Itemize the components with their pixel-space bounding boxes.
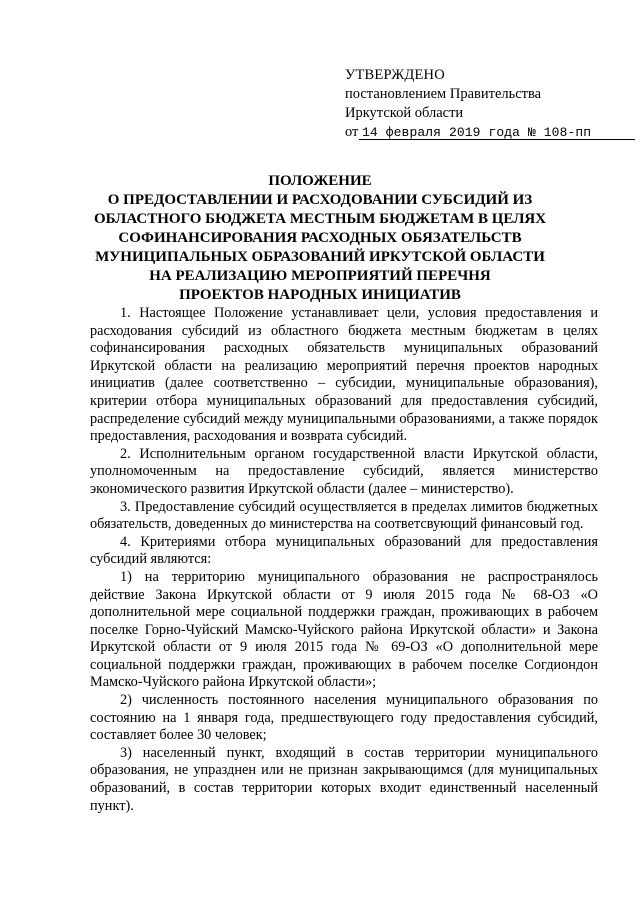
document-title [80, 172, 560, 305]
criterion-1: 1) на территорию муниципального образования не распространялось действие Закона Иркутской области от 9 июля 2015 года № 68-ОЗ «О дополнительной мере социальной поддержки граждан, проживающих в рабочем поселке Горно-Чуйский Мамско-Чуйского района Иркутской области» и Закона Иркутской области от 9 июля 2015 года № 69-ОЗ «О дополнительной мере социальной поддержки граждан, проживающих в рабочем поселке Согдиондон Мамско-Чуйского района Иркутской области»; [90, 568, 598, 691]
title-line: ПРОЕКТОВ НАРОДНЫХ ИНИЦИАТИВ [179, 287, 461, 303]
title-line: О ПРЕДОСТАВЛЕНИИ И РАСХОДОВАНИИ СУБСИДИЙ ИЗ [107, 192, 533, 208]
approval-date-prefix: от [345, 124, 359, 140]
title-line: НА РЕАЛИЗАЦИЮ МЕРОПРИЯТИЙ ПЕРЕЧНЯ [149, 268, 491, 284]
paragraph-3: 3. Предоставление субсидий осуществляется в пределах лимитов бюджетных обязательств, доведенных до министерства на соответсвующий финансовый год. [90, 498, 598, 533]
approval-line-decree: постановлением Правительства [345, 86, 542, 102]
criterion-2: 2) численность постоянного населения муниципального образования по состоянию на 1 января года, предшествующего году предоставления субсидий, составляет более 30 человек; [90, 692, 598, 744]
criterion-3: 3) населенный пункт, входящий в состав территории муниципального образования, не упразднен или не признан закрывающимся (для муниципальных образований, в состав территории которых входит единственный населенный пункт). [90, 744, 598, 814]
approval-stamp [345, 66, 635, 142]
paragraph-2: 2. Исполнительным органом государственной власти Иркутской области, уполномоченным на предоставление субсидий, является министерство экономического развития Иркутской области (далее – министерство). [90, 445, 598, 497]
title-line: ПОЛОЖЕНИЕ [268, 173, 372, 189]
approval-date-line [345, 123, 635, 142]
document-body [90, 305, 598, 815]
approval-heading: УТВЕРЖДЕНО [345, 67, 445, 83]
paragraph-4: 4. Критериями отбора муниципальных образований для предоставления субсидий являются: [90, 533, 598, 568]
approval-date-value: 14 февраля 2019 года № 108-пп [362, 125, 592, 140]
title-line: СОФИНАНСИРОВАНИЯ РАСХОДНЫХ ОБЯЗАТЕЛЬСТВ [118, 230, 522, 246]
paragraph-1: 1. Настоящее Положение устанавливает цели, условия предоставления и расходования субсидий из областного бюджета местным бюджетам в целях софинансирования расходных обязательств муниципальных образований Иркутской области на реализацию мероприятий перечня проектов народных инициатив (далее соответственно – субсидии, муниципальные образования), критерии отбора муниципальных образований для предоставления субсидий, распределение субсидий между муниципальными образованиями, а также порядок предоставления, расходования и возврата субсидий. [90, 305, 598, 445]
title-line: МУНИЦИПАЛЬНЫХ ОБРАЗОВАНИЙ ИРКУТСКОЙ ОБЛАСТИ [95, 249, 545, 265]
date-underline [359, 139, 635, 140]
approval-line-region: Иркутской области [345, 105, 464, 121]
title-line: ОБЛАСТНОГО БЮДЖЕТА МЕСТНЫМ БЮДЖЕТАМ В ЦЕЛЯХ [93, 211, 547, 227]
